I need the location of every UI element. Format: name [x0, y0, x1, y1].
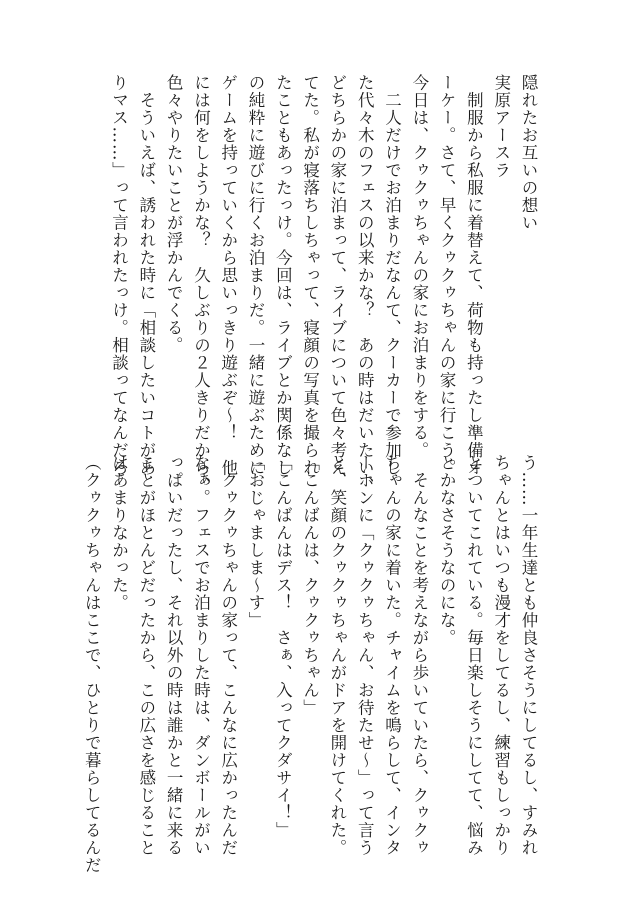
text-column: てた。私が寝落ちしちゃって、寝顔の写真を撮られ — [300, 74, 320, 477]
dialogue-column: 「こんばんは、クゥクゥちゃん」 — [300, 454, 320, 717]
text-column: どちらかの家に泊まって、ライブについて色々考え — [327, 74, 347, 477]
text-column: はあまりなかった。 — [109, 454, 129, 612]
text-column: た代々木のフェスの以来かな？ あの時はだいたい、 — [355, 74, 375, 494]
text-column: っぱいだったし、それ以外の時は誰かと一緒に来る — [164, 454, 184, 857]
text-column: 色々やりたいことが浮かんでくる。 — [164, 74, 184, 354]
text-column: （クゥクゥちゃんはここで、ひとりで暮らしてるんだ — [82, 454, 102, 874]
text-column: そんなことを考えながら歩いていたら、クゥクゥ — [409, 454, 429, 857]
dialogue-column: 「おじゃましま〜す」 — [246, 454, 266, 629]
text-column: とついてこれている。毎日楽しそうにしてて、悩み — [464, 454, 484, 857]
author-name: 実原アースラ — [491, 74, 511, 179]
text-column: の純粋に遊びに行くお泊まりだ。一緒に遊ぶために — [246, 74, 266, 477]
text-column: ゲームを持っていくから思いっきり遊ぶぞ〜！ 他 — [218, 74, 238, 477]
text-column: ことがほとんどだったから、この広さを感じること — [136, 454, 156, 857]
text-column: そういえば、誘われた時に「相談したいコトがあ — [136, 74, 156, 477]
text-column: ーケー。さて、早くクゥクゥちゃんの家に行こう。 — [437, 74, 457, 477]
text-column: には何をしようかな？ 久しぶりの２人きりだから、 — [191, 74, 211, 494]
text-column: ーホンに「クゥクゥちゃん、お待たせ〜」って言う — [355, 454, 375, 857]
text-column: クゥクゥちゃんの家って、こんなに広かったんだ — [218, 454, 238, 857]
text-column: 二人だけでお泊まりだなんて、クーカーで参加し — [382, 74, 402, 477]
story-title: 隠れたお互いの想い — [519, 74, 538, 232]
lower-text-block — [78, 454, 542, 874]
text-column: う……一年生達とも仲良さそうにしてるし、すみれ — [519, 454, 538, 857]
text-column: りマス……」って言われたっけ。相談ってなんだろ — [109, 74, 129, 477]
text-column: ちゃんとはいつも漫才をしてるし、練習もしっかり — [491, 454, 511, 857]
dialogue-column: 「こんばんはデス！ さぁ、入ってクダサイ！」 — [273, 454, 293, 839]
text-column: とかなさそうなのにな。 — [437, 454, 457, 647]
text-column: と、笑顔のクゥクゥちゃんがドアを開けてくれた。 — [327, 454, 347, 857]
text-column: 今日は、クゥクゥちゃんの家にお泊まりをする。 — [409, 74, 429, 459]
text-column: たこともあったっけ。今回は、ライブとか関係なし — [273, 74, 293, 477]
text-column: 制服から私服に着替えて、荷物も持ったし準備オ — [464, 74, 484, 477]
text-column: ちゃんの家に着いた。チャイムを鳴らして、インタ — [382, 454, 402, 857]
text-column: なぁ。フェスでお泊まりした時は、ダンボールがい — [191, 454, 211, 857]
upper-text-block — [105, 74, 542, 494]
